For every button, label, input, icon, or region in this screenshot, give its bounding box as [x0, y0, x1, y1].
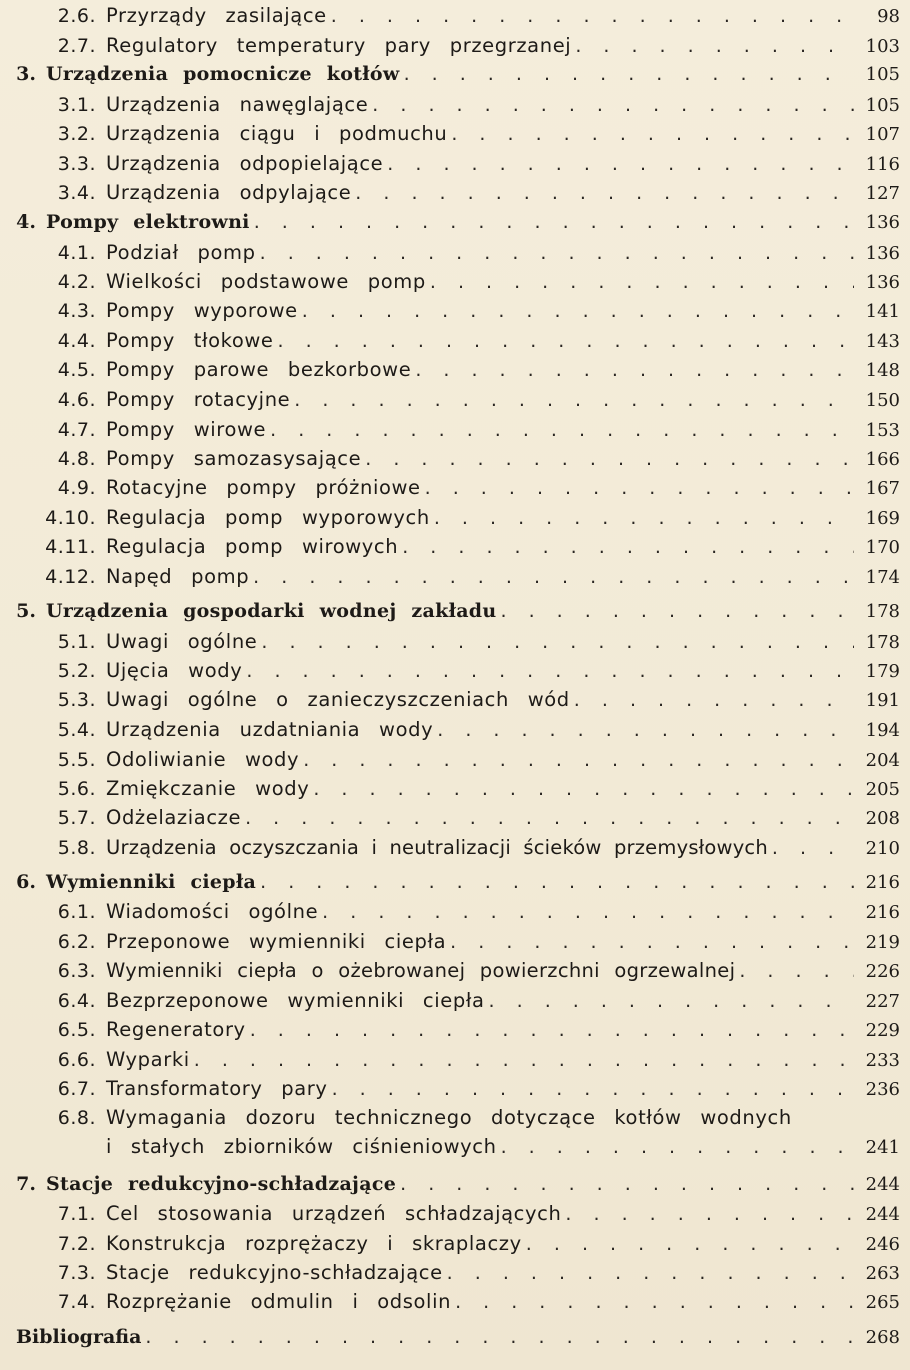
toc-entry	[0, 959, 900, 987]
toc-entry	[0, 447, 900, 475]
entry-page: 169	[865, 508, 900, 529]
dot-leader	[501, 600, 854, 622]
dot-leader	[387, 153, 854, 175]
entry-page: 167	[865, 478, 900, 499]
toc-entry	[0, 1232, 900, 1260]
entry-page: 265	[865, 1292, 900, 1313]
entry-page: 105	[865, 95, 900, 116]
entry-page: 136	[865, 243, 900, 264]
toc-entry	[0, 34, 900, 62]
entry-page: 226	[865, 961, 900, 982]
entry-page: 210	[865, 838, 900, 859]
entry-page: 178	[865, 632, 900, 653]
entry-number: 6.3.	[57, 960, 96, 982]
toc-entry	[0, 4, 900, 32]
entry-page: 236	[865, 1079, 900, 1100]
entry-title: Wymagania dozoru technicznego dotyczące kotłów wodnych	[106, 1106, 792, 1129]
entry-number: 4.10.	[45, 507, 96, 529]
bibliography-title: Bibliografia	[16, 1326, 142, 1348]
entry-number: 4.1.	[57, 242, 96, 264]
dot-leader	[404, 63, 854, 85]
entry-title: Bezprzeponowe wymienniki ciepła	[106, 989, 485, 1012]
entry-title: Urządzenia nawęglające	[106, 93, 369, 116]
dot-leader	[437, 719, 854, 741]
entry-page: 179	[865, 661, 900, 682]
toc-entry	[0, 900, 900, 928]
entry-title: Pompy rotacyjne	[106, 388, 291, 411]
entry-page: 98	[877, 6, 900, 27]
dot-leader	[739, 960, 854, 982]
toc-entry	[0, 806, 900, 834]
entry-title: Urządzenia ciągu i podmuchu	[106, 122, 448, 145]
chapter-page: 105	[865, 64, 900, 85]
entry-number: 4.11.	[45, 536, 96, 558]
entry-title: Regeneratory	[106, 1018, 246, 1041]
dot-leader	[313, 778, 854, 800]
dot-leader	[194, 1049, 854, 1071]
toc-entry-continuation	[0, 1135, 900, 1163]
dot-leader	[772, 837, 854, 859]
toc-entry	[0, 565, 900, 593]
entry-page: 143	[865, 331, 900, 352]
toc-entry	[0, 299, 900, 327]
entry-page: 174	[865, 567, 900, 588]
entry-page: 204	[865, 750, 900, 771]
toc-entry	[0, 777, 900, 805]
entry-number: 6.4.	[57, 990, 96, 1012]
dot-leader	[415, 359, 854, 381]
dot-leader	[575, 35, 854, 57]
dot-leader	[501, 1136, 854, 1158]
toc-chapter	[0, 600, 900, 628]
entry-page: 116	[865, 154, 900, 175]
dot-leader	[303, 749, 854, 771]
entry-number: 2.7.	[57, 35, 96, 57]
entry-page: 170	[865, 537, 900, 558]
entry-title-continuation: i stałych zbiorników ciśnieniowych	[106, 1135, 497, 1158]
entry-page: 150	[865, 390, 900, 411]
entry-number: 6.7.	[57, 1078, 96, 1100]
toc-entry	[0, 270, 900, 298]
entry-number: 5.5.	[57, 749, 96, 771]
entry-title: Urządzenia oczyszczania i neutralizacji ścieków przemysłowych	[106, 836, 768, 859]
entry-page: 263	[865, 1263, 900, 1284]
entry-number: 4.9.	[57, 477, 96, 499]
toc-entry	[0, 836, 900, 864]
dot-leader	[302, 300, 854, 322]
entry-title: Transformatory pary	[106, 1077, 328, 1100]
entry-number: 5.4.	[57, 719, 96, 741]
entry-number: 7.1.	[57, 1203, 96, 1225]
entry-title: Uwagi ogólne o zanieczyszczeniach wód	[106, 688, 570, 711]
entry-number: 4.4.	[57, 330, 96, 352]
toc-entry	[0, 358, 900, 386]
entry-number: 4.6.	[57, 389, 96, 411]
toc-chapter	[0, 1173, 900, 1201]
entry-page: 191	[865, 690, 900, 711]
dot-leader	[270, 419, 854, 441]
chapter-title: Pompy elektrowni	[46, 211, 250, 233]
entry-page: 194	[865, 720, 900, 741]
entry-title: Zmiękczanie wody	[106, 777, 310, 800]
entry-number: 4.8.	[57, 448, 96, 470]
entry-title: Pompy wirowe	[106, 418, 267, 441]
toc-entry	[0, 1048, 900, 1076]
entry-title: Pompy wyporowe	[106, 299, 298, 322]
entry-number: 4.2.	[57, 271, 96, 293]
entry-number: 6.2.	[57, 931, 96, 953]
dot-leader	[254, 211, 854, 233]
toc-entry	[0, 718, 900, 746]
entry-number: 3.2.	[57, 123, 96, 145]
entry-number: 6.1.	[57, 901, 96, 923]
entry-page: 103	[865, 36, 900, 57]
entry-page: 153	[865, 420, 900, 441]
entry-title: Pompy tłokowe	[106, 329, 274, 352]
entry-number: 5.2.	[57, 660, 96, 682]
toc-entry	[0, 1261, 900, 1289]
toc-entry	[0, 748, 900, 776]
toc-entry	[0, 388, 900, 416]
chapter-number: 3.	[16, 63, 36, 85]
toc-chapter	[0, 63, 900, 91]
entry-title: Cel stosowania urządzeń schładzających	[106, 1202, 562, 1225]
toc-entry	[0, 152, 900, 180]
chapter-page: 178	[865, 601, 900, 622]
toc-entry	[0, 1290, 900, 1318]
entry-number: 5.7.	[57, 807, 96, 829]
chapter-page: 136	[865, 212, 900, 233]
toc-entry	[0, 1018, 900, 1046]
entry-page: 208	[865, 808, 900, 829]
entry-number: 7.4.	[57, 1291, 96, 1313]
toc-entry	[0, 659, 900, 687]
entry-page: 219	[865, 932, 900, 953]
entry-title: Podział pomp	[106, 241, 256, 264]
chapter-title: Stacje redukcyjno-schładzające	[46, 1173, 397, 1195]
entry-page: 136	[865, 272, 900, 293]
chapter-number: 6.	[16, 871, 36, 893]
dot-leader	[332, 1078, 854, 1100]
entry-title: Konstrukcja rozprężaczy i skraplaczy	[106, 1232, 522, 1255]
dot-leader	[260, 871, 854, 893]
chapter-title: Urządzenia gospodarki wodnej zakładu	[46, 600, 497, 622]
chapter-page: 244	[865, 1174, 900, 1195]
chapter-number: 5.	[16, 600, 36, 622]
entry-title: Uwagi ogólne	[106, 630, 258, 653]
entry-number: 7.2.	[57, 1233, 96, 1255]
entry-page: 233	[865, 1050, 900, 1071]
dot-leader	[278, 330, 855, 352]
toc-entry	[0, 1202, 900, 1230]
dot-leader	[425, 477, 854, 499]
entry-number: 3.3.	[57, 153, 96, 175]
dot-leader	[447, 1262, 854, 1284]
entry-number: 7.3.	[57, 1262, 96, 1284]
entry-title: Odoliwianie wody	[106, 748, 300, 771]
entry-number: 5.8.	[57, 837, 96, 859]
entry-title: Stacje redukcyjno-schładzające	[106, 1261, 443, 1284]
entry-number: 3.4.	[57, 182, 96, 204]
dot-leader	[253, 566, 854, 588]
toc-entry	[0, 930, 900, 958]
chapter-number: 4.	[16, 211, 36, 233]
entry-title: Ujęcia wody	[106, 659, 243, 682]
dot-leader	[322, 901, 854, 923]
dot-leader	[434, 507, 854, 529]
dot-leader	[402, 536, 854, 558]
chapter-title: Wymienniki ciepła	[46, 871, 257, 893]
toc-entry	[0, 535, 900, 563]
dot-leader	[250, 1019, 854, 1041]
entry-page: 127	[865, 183, 900, 204]
chapter-page: 216	[865, 872, 900, 893]
entry-number: 5.3.	[57, 689, 96, 711]
entry-title: Przyrządy zasilające	[106, 4, 327, 27]
entry-title: Regulacja pomp wirowych	[106, 535, 399, 558]
entry-number: 6.5.	[57, 1019, 96, 1041]
toc-entry	[0, 476, 900, 504]
toc-entry	[0, 93, 900, 121]
dot-leader	[565, 1203, 854, 1225]
entry-page: 148	[865, 360, 900, 381]
entry-page: 229	[865, 1020, 900, 1041]
entry-title: Urządzenia odpylające	[106, 181, 352, 204]
dot-leader	[145, 1326, 854, 1348]
dot-leader	[400, 1173, 854, 1195]
entry-number: 4.12.	[45, 566, 96, 588]
entry-title: Pompy samozasysające	[106, 447, 362, 470]
entry-title: Pompy parowe bezkorbowe	[106, 358, 412, 381]
entry-page: 227	[865, 991, 900, 1012]
dot-leader	[331, 5, 854, 27]
chapter-title: Urządzenia pomocnicze kotłów	[46, 63, 400, 85]
entry-title: Rotacyjne pompy próżniowe	[106, 476, 421, 499]
entry-page: 141	[865, 301, 900, 322]
toc-entry	[0, 1106, 900, 1134]
dot-leader	[450, 931, 854, 953]
entry-number: 5.1.	[57, 631, 96, 653]
toc-entry	[0, 688, 900, 716]
entry-number: 6.8.	[57, 1107, 96, 1129]
dot-leader	[260, 242, 854, 264]
dot-leader	[451, 123, 854, 145]
entry-title: Odżelaziacze	[106, 806, 242, 829]
entry-page: 166	[865, 449, 900, 470]
entry-title: Urządzenia uzdatniania wody	[106, 718, 434, 741]
dot-leader	[430, 271, 854, 293]
toc-entry	[0, 329, 900, 357]
toc-entry	[0, 630, 900, 658]
dot-leader	[372, 94, 854, 116]
entry-page: 246	[865, 1234, 900, 1255]
entry-title: Wielkości podstawowe pomp	[106, 270, 426, 293]
entry-title: Wyparki	[106, 1048, 190, 1071]
dot-leader	[489, 990, 854, 1012]
entry-page: 244	[865, 1204, 900, 1225]
entry-number: 4.7.	[57, 419, 96, 441]
entry-title: Wiadomości ogólne	[106, 900, 319, 923]
dot-leader	[365, 448, 854, 470]
entry-number: 6.6.	[57, 1049, 96, 1071]
toc-entry	[0, 506, 900, 534]
chapter-number: 7.	[16, 1173, 36, 1195]
toc-entry	[0, 1077, 900, 1105]
toc-entry	[0, 241, 900, 269]
entry-title: Regulacja pomp wyporowych	[106, 506, 430, 529]
dot-leader	[294, 389, 854, 411]
toc-entry	[0, 122, 900, 150]
dot-leader	[245, 807, 854, 829]
toc-chapter	[0, 871, 900, 899]
entry-title: Urządzenia odpopielające	[106, 152, 384, 175]
entry-number: 2.6.	[57, 5, 96, 27]
entry-number: 5.6.	[57, 778, 96, 800]
entry-page: 241	[865, 1137, 900, 1158]
entry-title: Regulatory temperatury pary przegrzanej	[106, 34, 572, 57]
entry-page: 107	[865, 124, 900, 145]
entry-page: 205	[865, 779, 900, 800]
toc-entry	[0, 989, 900, 1017]
dot-leader	[246, 660, 854, 682]
dot-leader	[355, 182, 854, 204]
toc-chapter	[0, 211, 900, 239]
entry-page: 216	[865, 902, 900, 923]
entry-number: 4.5.	[57, 359, 96, 381]
dot-leader	[455, 1291, 854, 1313]
toc-entry	[0, 418, 900, 446]
entry-title: Rozprężanie odmulin i odsolin	[106, 1290, 452, 1313]
dot-leader	[261, 631, 854, 653]
entry-number: 4.3.	[57, 300, 96, 322]
toc-entry	[0, 181, 900, 209]
dot-leader	[574, 689, 854, 711]
entry-number: 3.1.	[57, 94, 96, 116]
entry-title: Napęd pomp	[106, 565, 250, 588]
dot-leader	[526, 1233, 854, 1255]
entry-title: Przeponowe wymienniki ciepła	[106, 930, 447, 953]
toc-bibliography	[0, 1326, 900, 1354]
bibliography-page: 268	[865, 1327, 900, 1348]
entry-title: Wymienniki ciepła o ożebrowanej powierzchni ogrzewalnej	[106, 959, 736, 982]
